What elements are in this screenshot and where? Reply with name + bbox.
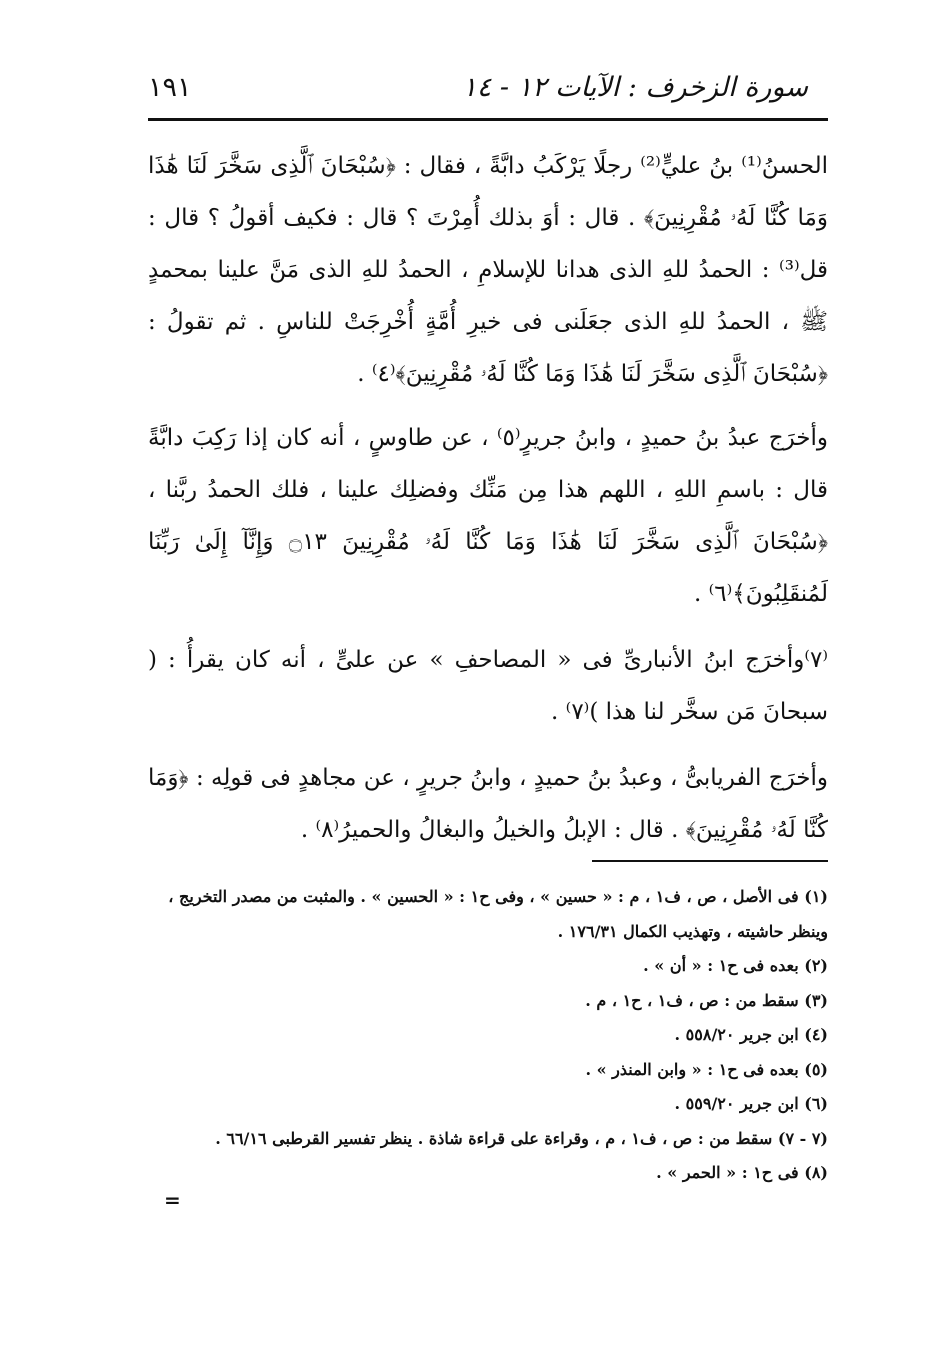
footnote: (٨) فى ح١ : « الحمر » . [656, 1163, 828, 1182]
footnotes [148, 880, 828, 1191]
footnote: (٦) ابن جرير ٥٥٩/٢٠ . [674, 1094, 828, 1113]
footnote-rule [592, 860, 828, 862]
main-text [148, 140, 828, 870]
paragraph: الحسنُ⁽¹⁾ بنُ عليٍّ⁽²⁾ رجلًا يَرْكَبُ دابَّةً ، فقال : ﴿سُبْحَانَ ٱلَّذِى سَخَّرَ لَنَا هَٰذَا وَمَا كُنَّا لَهُۥ مُقْرِنِينَ﴾ . قال : أوَ بذلك أُمِرْتَ ؟ قال : فكيف أقولُ ؟ قال : قل⁽³⁾ : الحمدُ للهِ الذى هدانا للإسلامِ ، الحمدُ للهِ الذى مَنَّ علينا بمحمدٍ ﷺ ، الحمدُ للهِ الذى جعَلَنى فى خيرِ أُمَّةٍ أُخْرِجَتْ للناسِ . ثم تقولُ : ﴿سُبْحَانَ ٱلَّذِى سَخَّرَ لَنَا هَٰذَا وَمَا كُنَّا لَهُۥ مُقْرِنِينَ﴾⁽٤⁾ . [148, 153, 829, 387]
footnote: (٣) سقط من : ص ، ف١ ، ح١ ، م . [585, 990, 828, 1010]
page-header [148, 62, 828, 118]
footnote: (١) فى الأصل ، ص ، ف١ ، م : « حسين » ، وفى ح١ : « الحسين » . والمثبت من مصدر التخريج ، وينظر حاشيته ، وتهذيب الكمال ١٧٦/٣١ . [168, 887, 828, 941]
footnote: (٥) بعده فى ح١ : « وابن المنذر » . [585, 1059, 828, 1079]
paragraph: ⁽٧⁾وأخرَج ابنُ الأنبارىِّ فى « المصاحفِ » عن علىٍّ ، أنه كان يقرأُ : ( سبحانَ مَن سخَّر لنا هذا )⁽٧⁾ . [148, 647, 828, 725]
paragraph: وأخرَج الفريابىُّ ، وعبدُ بنُ حميدٍ ، وابنُ جريرٍ ، عن مجاهدٍ فى قولِه : ﴿وَمَا كُنَّا لَهُۥ مُقْرِنِينَ﴾ . قال : الإبلُ والخيلُ والبغالُ والحميرُ⁽٨⁾ . [148, 765, 828, 843]
footnote: (٤) ابن جرير ٥٥٨/٢٠ . [674, 1025, 828, 1044]
running-title: سورة الزخرف : الآيات ١٢ - ١٤ [462, 72, 808, 103]
paragraph: وأخرَج عبدُ بنُ حميدٍ ، وابنُ جريرٍ⁽٥⁾ ، عن طاوسٍ ، أنه كان إذا رَكِبَ دابَّةً قال : باسمِ اللهِ ، اللهم هذا مِن مَنِّك وفضلِك علينا ، فلك الحمدُ ربَّنا ، ﴿سُبْحَانَ ٱلَّذِى سَخَّرَ لَنَا هَٰذَا وَمَا كُنَّا لَهُۥ مُقْرِنِينَ ۝١٣ وَإِنَّآ إِلَىٰ رَبِّنَا لَمُنقَلِبُونَ﴾⁽٦⁾ . [148, 425, 828, 607]
continuation-mark: = [164, 1188, 181, 1212]
header-rule [148, 118, 828, 121]
footnote: (٢) بعده فى ح١ : « أن » . [643, 956, 828, 975]
page-number: ١٩١ [148, 72, 192, 103]
footnote: (٧ - ٧) سقط من : ص ، ف١ ، م ، وقراءة على قراءة شاذة . ينظر تفسير القرطبى ٦٦/١٦ . [215, 1128, 828, 1148]
